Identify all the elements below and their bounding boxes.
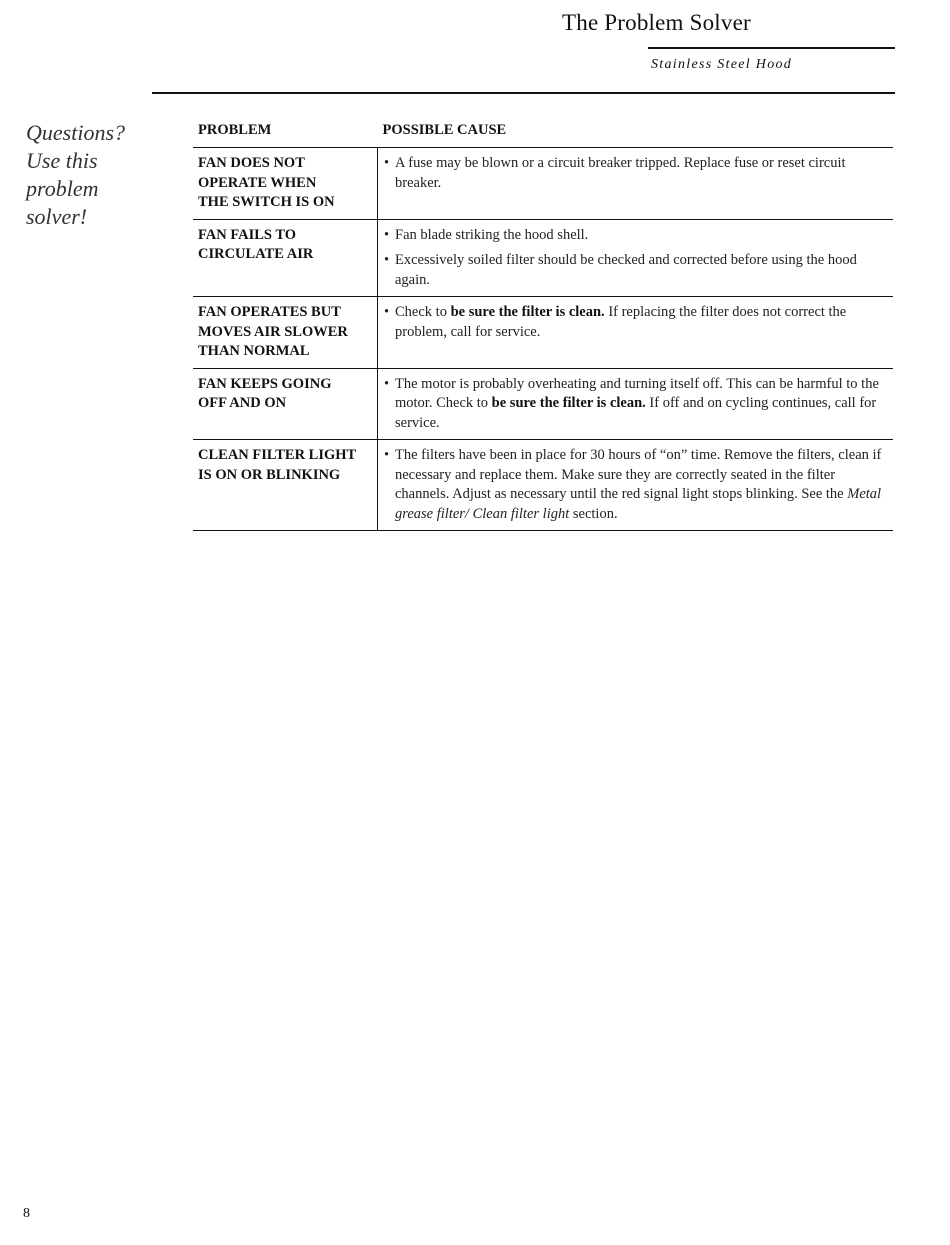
cause-column-header: POSSIBLE CAUSE [378,118,894,148]
problem-line: FAN OPERATES BUT [198,304,341,320]
cause-cell [378,440,894,531]
cause-bullet [383,154,889,193]
cause-cell [378,297,894,369]
table-row [193,148,893,220]
table-header-row [193,118,893,148]
sidebar-callout [26,119,166,231]
problem-line: CLEAN FILTER LIGHT [198,447,357,463]
section-reference: Metal grease filter/ Clean filter light [395,486,882,522]
sidebar-line: solver! [26,204,88,229]
title-rule [648,47,895,49]
problem-line: CIRCULATE AIR [198,246,314,262]
table-row [193,297,893,369]
problem-solver-table [193,118,893,531]
page-number: 8 [23,1206,30,1221]
cause-text: Fan blade striking the hood shell. [395,226,589,243]
cause-cell [378,219,894,297]
cause-text: The motor is probably overheating and turning itself off. This can be harmful to the motor. Check to [395,375,879,411]
problem-cell [193,148,378,220]
table-row [193,368,893,440]
cause-bullet [383,375,889,434]
cause-emphasis: be sure the filter is clean. [450,304,605,320]
cause-bullet [383,303,889,342]
cause-bullet [383,226,889,246]
cause-text: If replacing the filter does not correct the problem, call for service. [395,304,847,340]
problem-line: FAN KEEPS GOING [198,375,332,392]
problem-column-header: PROBLEM [193,118,378,148]
cause-cell [378,368,894,440]
problem-line: OFF AND ON [198,395,287,411]
problem-line: OPERATE WHEN [198,174,317,191]
problem-line: FAN DOES NOT [198,155,305,171]
cause-cell [378,148,894,220]
problem-cell [193,219,378,297]
sidebar-line: problem [26,176,99,201]
problem-cell [193,368,378,440]
cause-bullet [383,251,889,290]
table-body [193,148,893,531]
problem-line: FAN FAILS TO [198,226,297,243]
cause-text: The filters have been in place for 30 hours of “on” time. Remove the filters, clean if necessary and replace them. Make sure they are correctly seated in the filter channels. Adjust as necessary until the red signal light stops blinking. See the [395,447,882,502]
problem-cell [193,297,378,369]
cause-text: Check to [395,304,451,320]
problem-line: THAN NORMAL [198,343,310,359]
page-title: The Problem Solver [562,10,751,35]
table-row [193,219,893,297]
cause-text: section. [569,505,618,522]
sidebar-line: Questions? [26,120,125,145]
cause-emphasis: be sure the filter is clean. [491,395,646,411]
cause-text: Excessively soiled filter should be checked and corrected before using the hood again. [395,252,857,288]
page-subtitle: Stainless Steel Hood [651,57,793,72]
cause-bullet [383,446,889,524]
problem-line: THE SWITCH IS ON [198,194,335,210]
header-rule [152,92,895,94]
problem-line: IS ON OR BLINKING [198,466,341,483]
sidebar-line: Use this [26,148,98,173]
table-row [193,440,893,531]
cause-text: A fuse may be blown or a circuit breaker tripped. Replace fuse or reset circuit breaker. [395,155,846,191]
problem-line: MOVES AIR SLOWER [198,323,348,340]
cause-text: If off and on cycling continues, call for service. [395,395,877,431]
problem-cell [193,440,378,531]
